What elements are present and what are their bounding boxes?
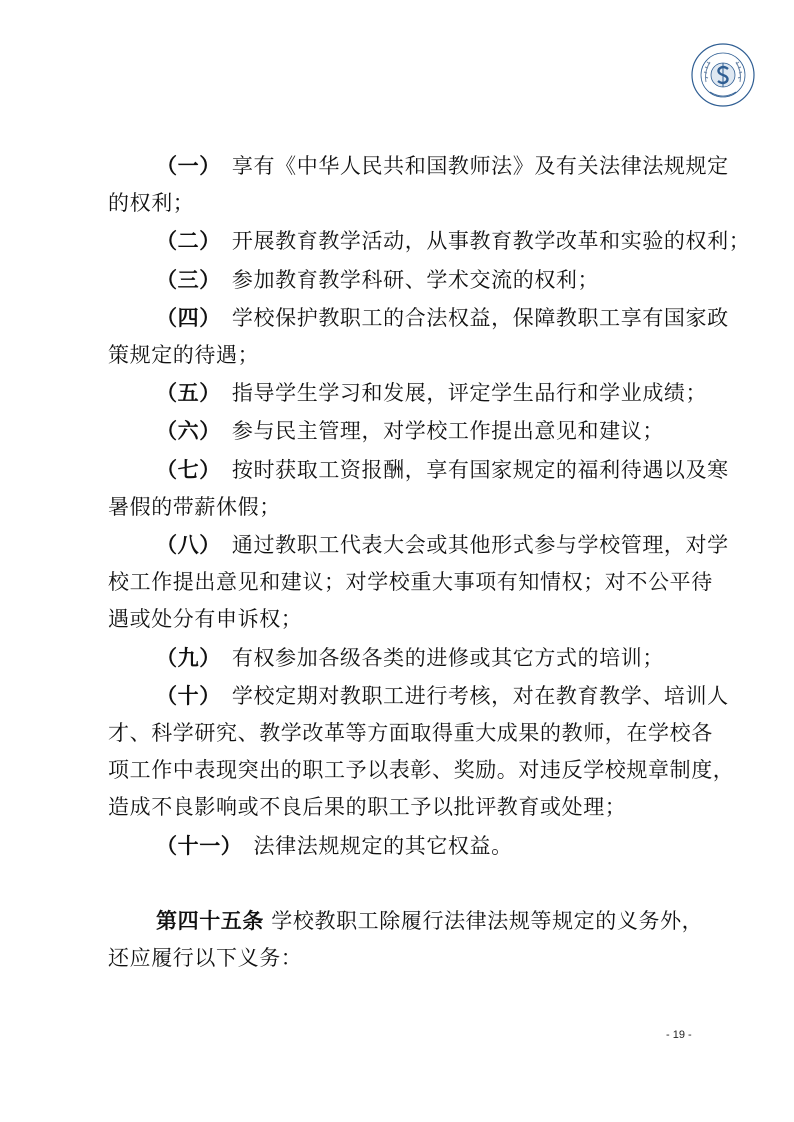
list-item-continuation	[108, 564, 713, 601]
list-item-continuation	[108, 715, 713, 752]
list-item-continuation	[108, 601, 698, 638]
item-text: 通过教职工代表大会或其他形式参与学校管理，对学	[231, 533, 729, 558]
item-text: 学校定期对教职工进行考核，对在教育教学、培训人	[231, 683, 729, 708]
list-item-continuation	[108, 185, 698, 222]
item-number: （五）	[156, 380, 221, 406]
item-number: （七）	[156, 456, 221, 482]
list-item	[108, 526, 729, 564]
item-text: 享有《中华人民共和国教师法》及有关法律法规规定	[231, 154, 729, 178]
item-number: （十一）	[156, 832, 243, 858]
item-number: （一）	[156, 153, 221, 178]
list-item-continuation	[108, 789, 698, 826]
item-text: 学校保护教职工的合法权益，保障教职工享有国家政	[231, 305, 729, 330]
item-text: 法律法规规定的其它权益。	[253, 833, 513, 858]
page-number: - 19 -	[666, 1029, 692, 1041]
list-item-continuation	[108, 337, 698, 374]
item-text: 暑假的带薪休假；	[108, 494, 281, 519]
item-text: 参加教育教学科研、学术交流的权利；	[231, 267, 600, 292]
list-item-continuation	[108, 489, 698, 526]
list-item	[108, 451, 729, 489]
item-number: （二）	[156, 228, 221, 254]
item-text: 有权参加各级各类的进修或其它方式的培训；	[231, 645, 664, 670]
college-logo	[690, 42, 756, 108]
item-text: 造成不良影响或不良后果的职工予以批评教育或处理；	[108, 795, 627, 820]
list-item	[108, 412, 698, 450]
section-gap	[108, 865, 698, 902]
item-text: 校工作提出意见和建议；对学校重大事项有知情权；对不公平待	[108, 570, 713, 595]
item-text: 指导学生学习和发展，评定学生品行和学业成绩；	[231, 381, 708, 406]
list-item	[108, 639, 698, 677]
article-text-line: 还应履行以下义务：	[108, 946, 303, 971]
item-text: 才、科学研究、教学改革等方面取得重大成果的教师，在学校各	[108, 721, 713, 746]
list-item	[108, 677, 729, 715]
list-item	[108, 827, 698, 865]
list-item	[108, 222, 751, 260]
item-text: 参与民主管理，对学校工作提出意见和建议；	[231, 419, 664, 444]
item-number: （十）	[156, 682, 221, 708]
article-45	[108, 902, 704, 977]
list-item-continuation	[108, 752, 735, 789]
item-number: （四）	[156, 304, 221, 330]
item-text: 开展教育教学活动，从事教育教学改革和实验的权利；	[231, 229, 751, 254]
item-text: 项工作中表现突出的职工予以表彰、奖励。对违反学校规章制度，	[108, 758, 735, 783]
item-text: 遇或处分有申诉权；	[108, 607, 303, 632]
list-item	[108, 299, 729, 337]
article-text-line: 学校教职工除履行法律法规等规定的义务外，	[271, 908, 704, 933]
item-number: （八）	[156, 532, 221, 558]
rights-list	[108, 147, 751, 865]
item-text: 策规定的待遇；	[108, 343, 260, 368]
list-item	[108, 374, 708, 412]
item-number: （六）	[156, 418, 221, 444]
item-number: （九）	[156, 644, 221, 670]
list-item	[108, 147, 729, 185]
document-body	[108, 147, 751, 977]
list-item	[108, 261, 698, 299]
article-first-line	[108, 902, 704, 940]
item-number: （三）	[156, 266, 221, 292]
item-text: 按时获取工资报酬，享有国家规定的福利待遇以及寒	[231, 457, 729, 482]
item-text: 的权利；	[108, 191, 195, 216]
article-heading: 第四十五条	[156, 907, 264, 933]
